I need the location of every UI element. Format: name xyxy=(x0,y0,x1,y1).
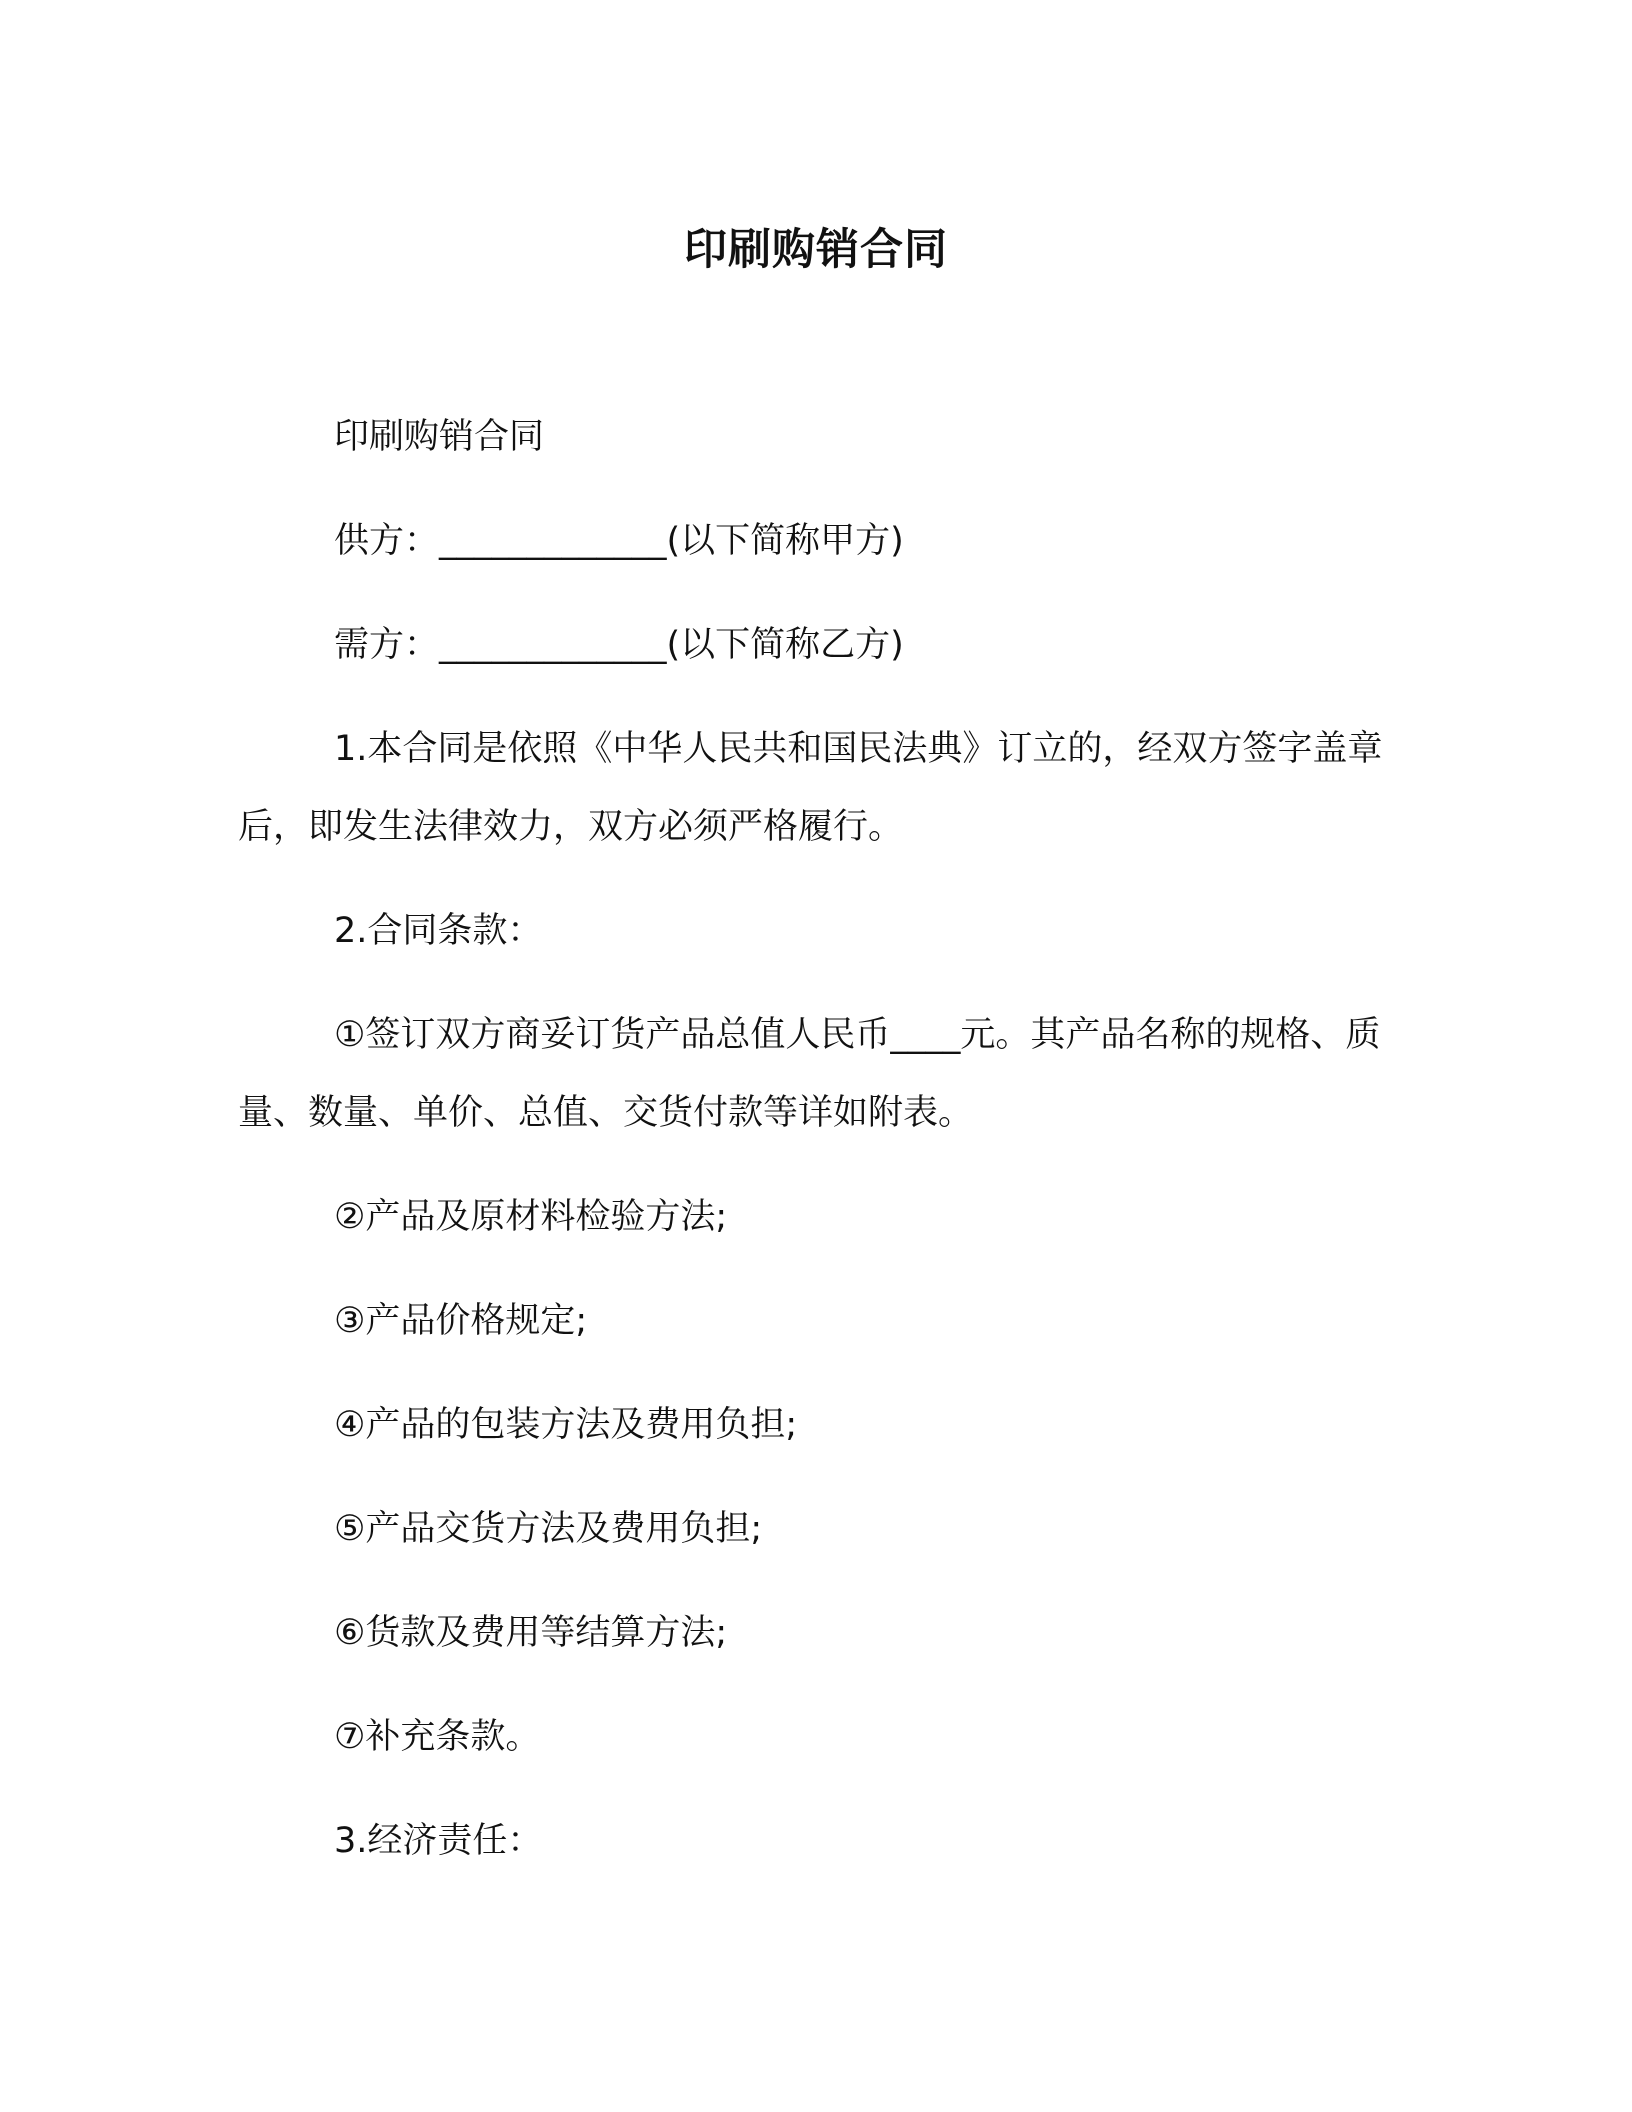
paragraph-clause-1: 1.本合同是依照《中华人民共和国民法典》订立的，经双方签字盖章后，即发生法律效力，双方必须严格履行。 xyxy=(238,729,1383,847)
paragraph-item-6: ⑥货款及费用等结算方法; xyxy=(334,1613,728,1653)
paragraph-buyer: 需方：_____________(以下简称乙方) xyxy=(334,625,904,665)
paragraph-clause-2: 2.合同条款： xyxy=(334,911,543,951)
paragraph-item-2: ②产品及原材料检验方法; xyxy=(334,1197,728,1237)
paragraph-item-7: ⑦补充条款。 xyxy=(334,1717,541,1757)
paragraph-supplier: 供方：_____________(以下简称甲方) xyxy=(334,521,904,561)
document-body xyxy=(238,398,1408,1906)
paragraph-item-1: ①签订双方商妥订货产品总值人民币____元。其产品名称的规格、质量、数量、单价、总值、交货付款等详如附表。 xyxy=(238,1015,1381,1133)
paragraph-heading: 印刷购销合同 xyxy=(334,417,545,457)
document-title: 印刷购销合同 xyxy=(684,225,948,275)
paragraph-item-3: ③产品价格规定; xyxy=(334,1301,588,1341)
paragraph-item-5: ⑤产品交货方法及费用负担; xyxy=(334,1509,763,1549)
paragraph-item-4: ④产品的包装方法及费用负担; xyxy=(334,1405,798,1445)
paragraph-clause-3: 3.经济责任： xyxy=(334,1821,543,1861)
